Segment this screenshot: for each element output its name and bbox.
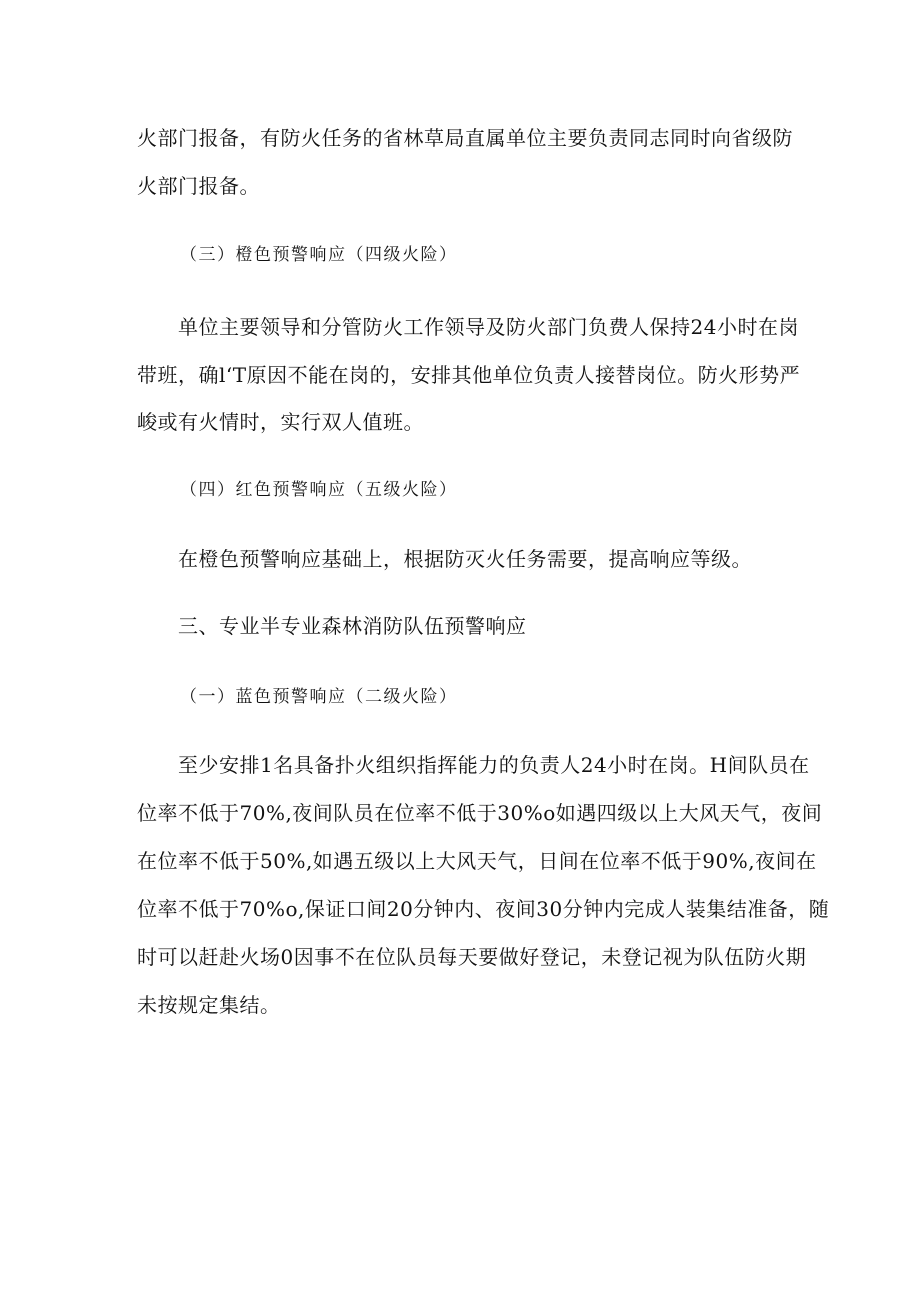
paragraph-line: 位率不低于70%,夜间队员在位率不低于30%o如遇四级以上大风天气，夜间	[137, 801, 823, 825]
paragraph-line: 单位主要领导和分管防火工作领导及防火部门负费人保持24小时在岗	[178, 315, 799, 339]
section-heading: （一）蓝色预警响应（二级火险）	[180, 687, 458, 707]
paragraph-line: 时可以赶赴火场0因事不在位队员每天要做好登记，未登记视为队伍防火期	[137, 945, 807, 969]
paragraph-line: 在位率不低于50%,如遇五级以上大风天气，日间在位率不低于90%,夜间在	[137, 849, 817, 873]
section-heading: （四）红色预警响应（五级火险）	[180, 480, 458, 500]
paragraph-line: 火部门报备。	[137, 174, 260, 198]
paragraph-line: 带班，确l‘T原因不能在岗的，安排其他单位负责人接替岗位。防火形势严	[137, 363, 801, 387]
paragraph-line: 未按规定集结。	[137, 993, 281, 1017]
paragraph-line: 至少安排1名具备扑火组织指挥能力的负责人24小时在岗。H间队员在	[178, 753, 810, 777]
paragraph-line: 火部门报备，有防火任务的省林草局直属单位主要负责同志同时向省级防	[137, 126, 793, 150]
paragraph-line: 峻或有火情时，实行双人值班。	[137, 410, 424, 434]
chapter-heading: 三、专业半专业森林消防队伍预警响应	[178, 614, 527, 638]
paragraph-line: 位率不低于70%o,保证口间20分钟内、夜间30分钟内完成人装集结准备，随	[137, 897, 830, 921]
section-heading: （三）橙色预警响应（四级火险）	[180, 245, 458, 265]
paragraph-line: 在橙色预警响应基础上，根据防灭火任务需要，提高响应等级。	[178, 547, 752, 571]
